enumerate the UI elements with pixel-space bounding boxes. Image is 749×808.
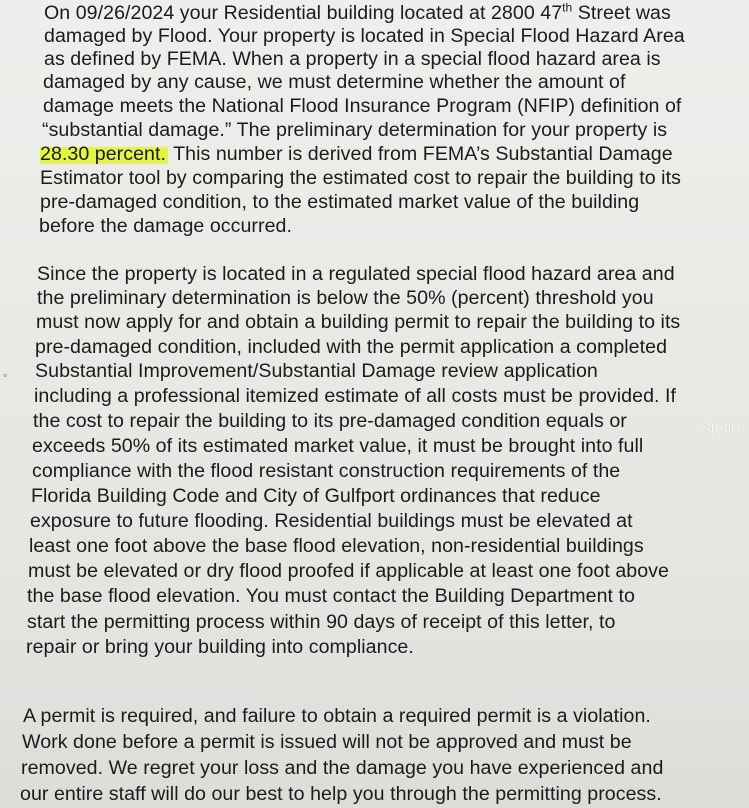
p2-line-3: must now apply for and obtain a building permit to repair the building to its (36, 311, 681, 333)
p2-line-12: least one foot above the base flood elevation, non-residential buildings (29, 535, 644, 557)
p3-line-2: Work done before a permit is issued will not be approved and must be (22, 731, 632, 753)
p3-line-3: removed. We regret your loss and the damage you have experienced and (21, 757, 664, 779)
p1-line-1-text: On 09/26/2024 your Residential building located at 2800 47 (44, 2, 563, 24)
p2-line-13: must be elevated or dry flood proofed if applicable at least one foot above (28, 560, 669, 582)
p1-line-10: before the damage occurred. (39, 215, 292, 237)
p3-line-4: our entire staff will do our best to help you through the permitting process. (20, 783, 662, 805)
p1-line-8: Estimator tool by comparing the estimated cost to repair the building to its (40, 167, 681, 189)
p2-line-14: the base flood elevation. You must contact the Building Department to (27, 585, 635, 607)
p1-line-4: damaged by any cause, we must determine whether the amount of (43, 71, 626, 93)
p2-line-16: repair or bring your building into compliance. (26, 636, 414, 658)
p1-line-1 (44, 1, 671, 25)
margin-mark: ◦ (3, 368, 8, 382)
watermark: Stello (700, 421, 741, 438)
p2-line-4: pre-damaged condition, included with the permit application a completed (35, 336, 668, 358)
p1-line-9: pre-damaged condition, to the estimated market value of the building (40, 191, 640, 213)
p3-line-1: A permit is required, and failure to obtain a required permit is a violation. (23, 705, 651, 727)
p2-line-9: compliance with the flood resistant construction requirements of the (32, 460, 621, 482)
p1-line-2: damaged by Flood. Your property is located in Special Flood Hazard Area (44, 25, 685, 47)
p2-line-1: Since the property is located in a regulated special flood hazard area and (37, 263, 675, 285)
p2-line-5: Substantial Improvement/Substantial Damage review application (35, 360, 598, 382)
p1-line-7 (40, 142, 673, 166)
p1-line-5: damage meets the National Flood Insurance Program (NFIP) definition of (43, 95, 682, 117)
p2-line-15: start the permitting process within 90 days of receipt of this letter, to (27, 611, 616, 633)
p2-line-7: the cost to repair the building to its pre-damaged condition equals or (33, 410, 627, 432)
p2-line-11: exposure to future flooding. Residential buildings must be elevated at (30, 510, 633, 532)
p2-line-6: including a professional itemized estimate of all costs must be provided. If (34, 385, 677, 407)
p1-line-7-text: This number is derived from FEMA’s Substantial Damage (167, 143, 673, 165)
p2-line-8: exceeds 50% of its estimated market value, it must be brought into full (32, 435, 644, 457)
p2-line-2: the preliminary determination is below the 50% (percent) threshold you (37, 287, 654, 309)
highlighted-percentage: 28.30 percent. (40, 143, 166, 165)
p1-line-3: as defined by FEMA. When a property in a special flood hazard area is (44, 48, 661, 70)
p1-line-6: “substantial damage.” The preliminary determination for your property is (42, 119, 668, 141)
p2-line-10: Florida Building Code and City of Gulfport ordinances that reduce (31, 485, 601, 507)
p1-line-1-text-end: Street was (572, 2, 671, 24)
p1-line-1-superscript: th (562, 0, 573, 15)
